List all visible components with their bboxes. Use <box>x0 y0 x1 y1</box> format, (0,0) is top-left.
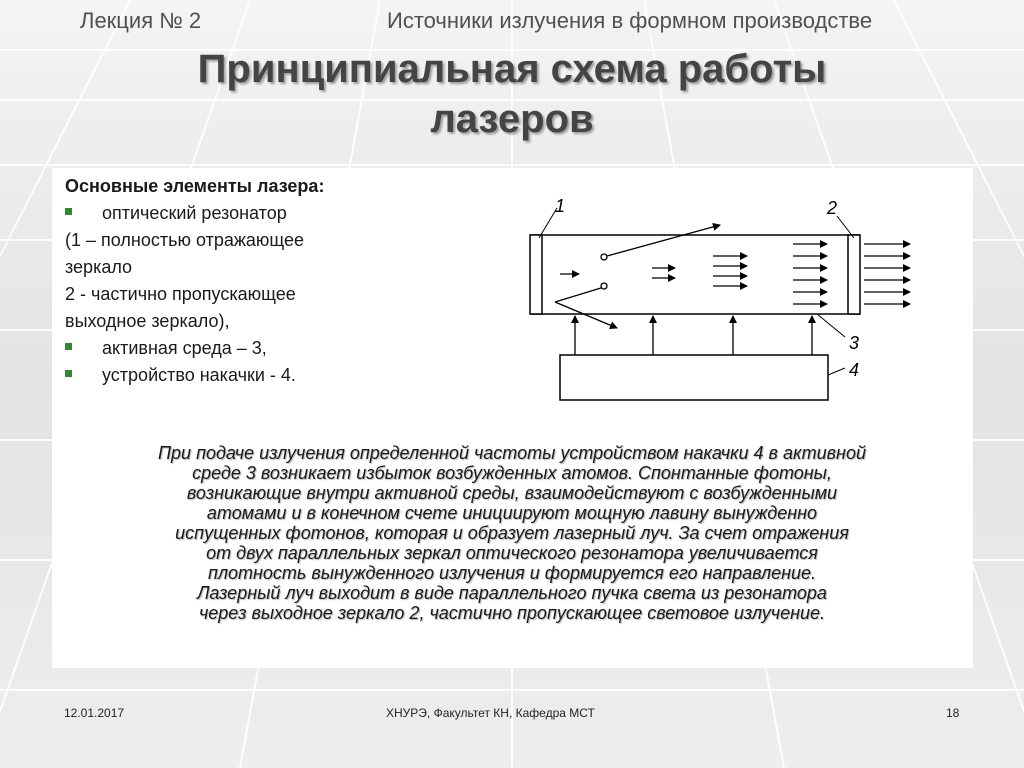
bullet-square-icon <box>65 370 72 377</box>
bullet-square-icon <box>65 208 72 215</box>
resonator-note-1: (1 – полностью отражающее <box>65 230 305 250</box>
list-item-active-medium: активная среда – 3, <box>65 335 395 362</box>
label-mirror-1: 1 <box>555 196 566 216</box>
resonator-note-2: зеркало <box>65 257 133 277</box>
laser-elements-list <box>65 173 395 389</box>
label-mirror-2: 2 <box>827 198 838 218</box>
footer-page-number: 18 <box>946 706 960 720</box>
bullet-square-icon <box>65 343 72 350</box>
resonator-note-4: выходное зеркало), <box>65 311 230 331</box>
output-mirror <box>848 235 860 314</box>
slide-title-line-1: Принципиальная схема работы <box>197 47 827 91</box>
list-item-resonator: оптический резонатор <box>65 200 395 227</box>
label-active-medium: 3 <box>849 333 860 353</box>
full-mirror <box>530 235 542 314</box>
laser-schematic-diagram <box>525 192 920 407</box>
footer-date: 12.01.2017 <box>64 706 125 720</box>
explanation-paragraph: При подаче излучения определенной частоты устройством накачки 4 в активной среде 3 возникает избыток возбужденных атомов. Спонтанные фотоны, возникающие внутри активной среды, взаимодействуют с возбужденными атомами и в конечном счете инициируют мощную лавину вынужденно испущенных фотонов, которая и образует лазерный луч. За счет отражения от двух параллельных зеркал оптического резонатора увеличивается плотность вынужденного излучения и формируется его направление. Лазерный луч выходит в виде параллельного пучка света из резонатора через выходное зеркало 2, частично пропускающее световое излучение. <box>158 443 866 623</box>
pump-device-box <box>560 355 828 400</box>
lecture-number: Лекция № 2 <box>80 8 202 33</box>
footer-organization: ХНУРЭ, Факультет КН, Кафедра МСТ <box>386 706 595 720</box>
lecture-topic: Источники излучения в формном производстве <box>387 8 873 33</box>
resonator-note-3: 2 - частично пропускающее <box>65 284 296 304</box>
elements-heading: Основные элементы лазера: <box>65 176 325 196</box>
slide-title <box>112 44 912 144</box>
label-pump-device: 4 <box>849 360 860 380</box>
list-item-pump-device: устройство накачки - 4. <box>65 362 395 389</box>
slide-title-line-2: лазеров <box>430 97 594 141</box>
